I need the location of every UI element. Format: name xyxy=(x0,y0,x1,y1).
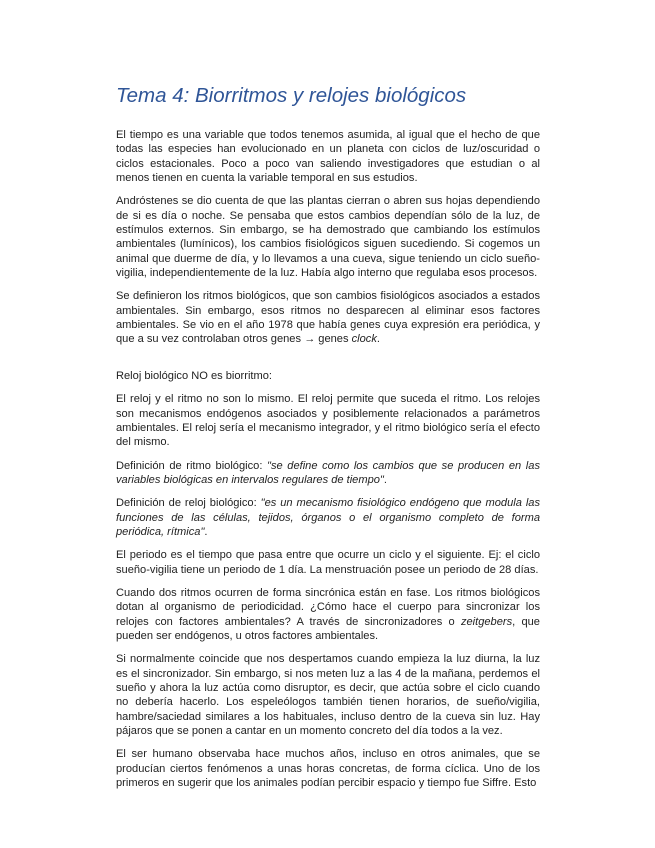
definition-ritmo-biologico xyxy=(116,459,540,488)
emphasis-clock: clock xyxy=(351,333,377,346)
paragraph-end: . xyxy=(383,473,387,486)
document-body xyxy=(116,128,540,790)
paragraph-androstenes: Andróstenes se dio cuenta de que las plantas cierran o abren sus hojas dependiendo de si es día o noche. Se pensaba que estos cambios dependían sólo de la luz, de estímulos externos. Sin embargo, se ha demostrado que cambiando los estímulos ambientales (lumínicos), los cambios fisiológicos siguen sucediendo. Si cogemos un animal que duerme de día, y lo llevamos a una cueva, sigue teniendo un ciclo sueño-vigilia, independientemente de la luz. Había algo interno que regulaba esos procesos. xyxy=(116,195,540,280)
paragraph-reloj-ritmo: El reloj y el ritmo no son lo mismo. El reloj permite que suceda el ritmo. Los relojes son mecanismos endógenos asociados y posiblemente relacionados a parámetros ambientales. El reloj sería el mecanismo integrador, y el ritmo biológico sería el efecto del mismo. xyxy=(116,393,540,449)
document-title: Tema 4: Biorritmos y relojes biológicos xyxy=(116,84,467,107)
paragraph-intro: El tiempo es una variable que todos tenemos asumida, al igual que el hecho de que todas las especies han evolucionado en un planeta con ciclos de luz/oscuridad o ciclos estacionales. Poco a poco van saliendo investigadores que estudian o al menos tienen en cuenta la variable temporal en sus estudios. xyxy=(116,129,540,185)
definition-reloj-biologico xyxy=(116,496,540,539)
definition-label: Definición de ritmo biológico: xyxy=(116,459,268,472)
definition-quote: "es un mecanismo fisiológico endógeno que modula las funciones de las células, tejidos, órganos o el organismo completo de forma periódica, rítmica" xyxy=(116,497,540,538)
emphasis-zeitgebers: zeitgebers xyxy=(460,615,513,628)
paragraph-periodo: El periodo es el tiempo que pasa entre que ocurre un ciclo y el siguiente. Ej: el ciclo sueño-vigilia tiene un periodo de 1 día. La menstruación posee un periodo de 28 días. xyxy=(116,549,540,576)
paragraph-sincronizadores xyxy=(116,586,540,643)
paragraph-text: Cuando dos ritmos ocurren de forma sincrónica están en fase. Los ritmos biológicos dotan al organismo de periodicidad. ¿Cómo hace el cuerpo para sincronizar los relojes con factores ambientales? A través de sincronizadores o xyxy=(116,586,540,628)
definition-quote: "se define como los cambios que se producen en las variables biológicas en intervalos regulares de tiempo" xyxy=(116,459,540,486)
paragraph-end: , que pueden ser endógenos, u otros factores ambientales. xyxy=(116,615,540,642)
paragraph-luz-sincronizador: Si normalmente coincide que nos despertamos cuando empieza la luz diurna, la luz es el sincronizador. Sin embargo, si nos meten luz a las 4 de la mañana, perdemos el sueño y ahora la luz actúa como disruptor, es decir, que actúa sobre el ciclo cuando no debería hacerlo. Los espeleólogos también tienen horarios, de sueño/vigilia, hambre/saciedad similares a los habituales, incluso dentro de la cueva sin luz. Hay pájaros que se ponen a cantar en un momento concreto del día todos a la vez. xyxy=(116,653,540,738)
section-heading-reloj: Reloj biológico NO es biorritmo: xyxy=(116,369,272,382)
paragraph-text: Se definieron los ritmos biológicos, que son cambios fisiológicos asociados a estados ambientales. Sin embargo, esos ritmos no desparecen al eliminar esos factores ambientales. Se vio en el año 1978 que había genes cuya expresión era periódica, y que a su vez controlaban otros genes → genes xyxy=(116,290,540,346)
paragraph-siffre: El ser humano observaba hace muchos años, incluso en otros animales, que se producían ciertos fenómenos a unas horas concretas, de forma cíclica. Uno de los primeros en sugerir que los animales podían percibir espacio y tiempo fue Siffre. Esto xyxy=(116,748,540,790)
paragraph-biological-rhythms xyxy=(116,289,540,346)
definition-label: Definición de reloj biológico: xyxy=(116,497,261,510)
paragraph-end: . xyxy=(204,525,208,538)
paragraph-end: . xyxy=(376,333,380,346)
